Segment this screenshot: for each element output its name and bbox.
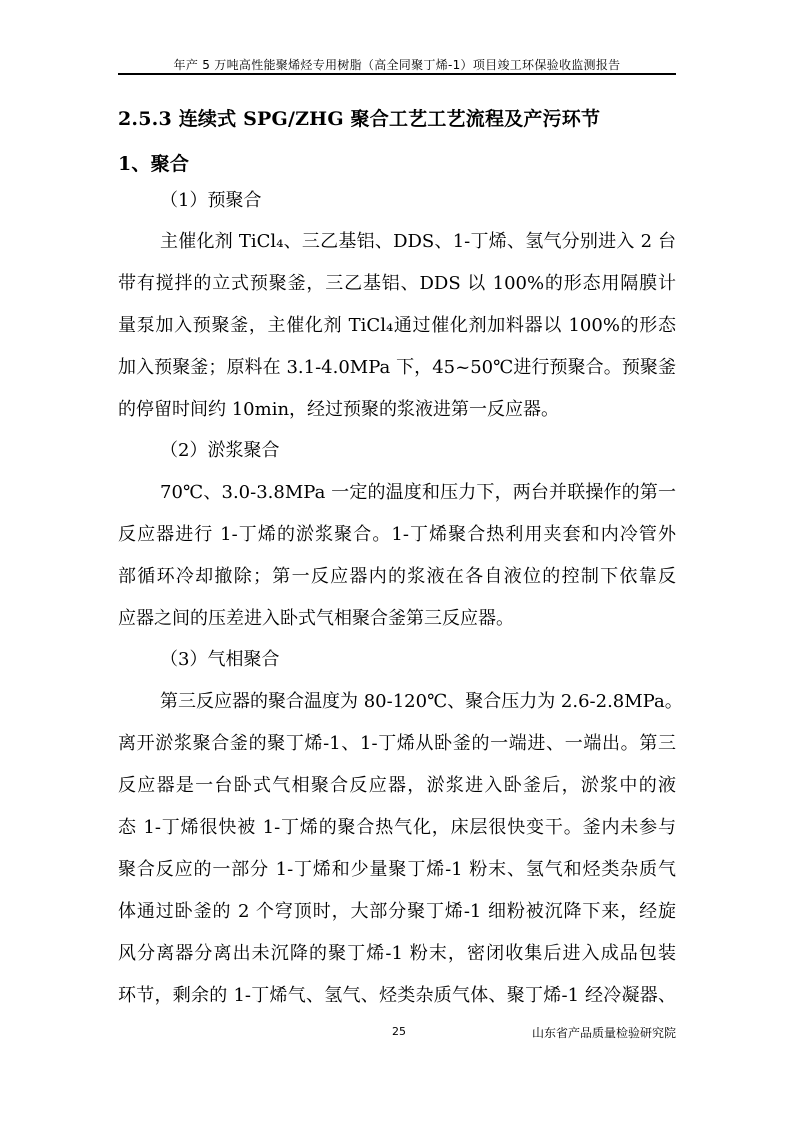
section-heading: 2.5.3 连续式 SPG/ZHG 聚合工艺工艺流程及产污环节 (118, 108, 601, 130)
page-number: 25 (392, 1025, 406, 1038)
paragraph-line: 70℃、3.0-3.8MPa 一定的温度和压力下，两台并联操作的第一 (160, 482, 676, 503)
paragraph-line: 反应器是一台卧式气相聚合反应器，淤浆进入卧釜后，淤浆中的液 (118, 775, 676, 796)
paragraph-line: 聚合反应的一部分 1-丁烯和少量聚丁烯-1 粉末、氢气和烃类杂质气 (118, 859, 676, 880)
subsection-heading: 1、聚合 (118, 153, 190, 175)
footer-organization: 山东省产品质量检验研究院 (531, 1026, 676, 1040)
subsection-title-slurry-polymerization: （2）淤浆聚合 (160, 440, 280, 461)
report-header-title: 年产 5 万吨高性能聚烯烃专用树脂（高全同聚丁烯-1）项目竣工环保验收监测报告 (173, 58, 621, 72)
paragraph-line: 应器之间的压差进入卧式气相聚合釜第三反应器。 (118, 608, 514, 629)
paragraph-line: 第三反应器的聚合温度为 80-120℃、聚合压力为 2.6-2.8MPa。 (160, 691, 683, 712)
paragraph-line: 风分离器分离出未沉降的聚丁烯-1 粉末，密闭收集后进入成品包装 (118, 943, 676, 964)
subsection-title-prepolymerization: （1）预聚合 (160, 190, 262, 211)
paragraph-line: 环节，剩余的 1-丁烯气、氢气、烃类杂质气体、聚丁烯-1 经冷凝器、 (118, 985, 676, 1006)
paragraph-line: 带有搅拌的立式预聚釜，三乙基铝、DDS 以 100%的形态用隔膜计 (118, 273, 676, 294)
paragraph-line: 反应器进行 1-丁烯的淤浆聚合。1-丁烯聚合热利用夹套和内冷管外 (118, 524, 676, 545)
paragraph-line: 离开淤浆聚合釜的聚丁烯-1、1-丁烯从卧釜的一端进、一端出。第三 (118, 733, 676, 754)
paragraph-line: 加入预聚釜；原料在 3.1-4.0MPa 下，45~50℃进行预聚合。预聚釜 (118, 357, 676, 378)
paragraph-line: 量泵加入预聚釜，主催化剂 TiCl₄通过催化剂加料器以 100%的形态 (118, 315, 676, 336)
paragraph-line: 部循环冷却撤除；第一反应器内的浆液在各自液位的控制下依靠反 (118, 566, 676, 587)
paragraph-line: 态 1-丁烯很快被 1-丁烯的聚合热气化，床层很快变干。釜内未参与 (118, 817, 676, 838)
paragraph-line: 体通过卧釜的 2 个穹顶时，大部分聚丁烯-1 细粉被沉降下来，经旋 (118, 901, 676, 922)
paragraph-line: 的停留时间约 10min，经过预聚的浆液进第一反应器。 (118, 399, 560, 420)
paragraph-line: 主催化剂 TiCl₄、三乙基铝、DDS、1-丁烯、氢气分别进入 2 台 (160, 231, 676, 252)
subsection-title-gas-phase-polymerization: （3）气相聚合 (160, 649, 280, 670)
header-rule (118, 73, 676, 75)
